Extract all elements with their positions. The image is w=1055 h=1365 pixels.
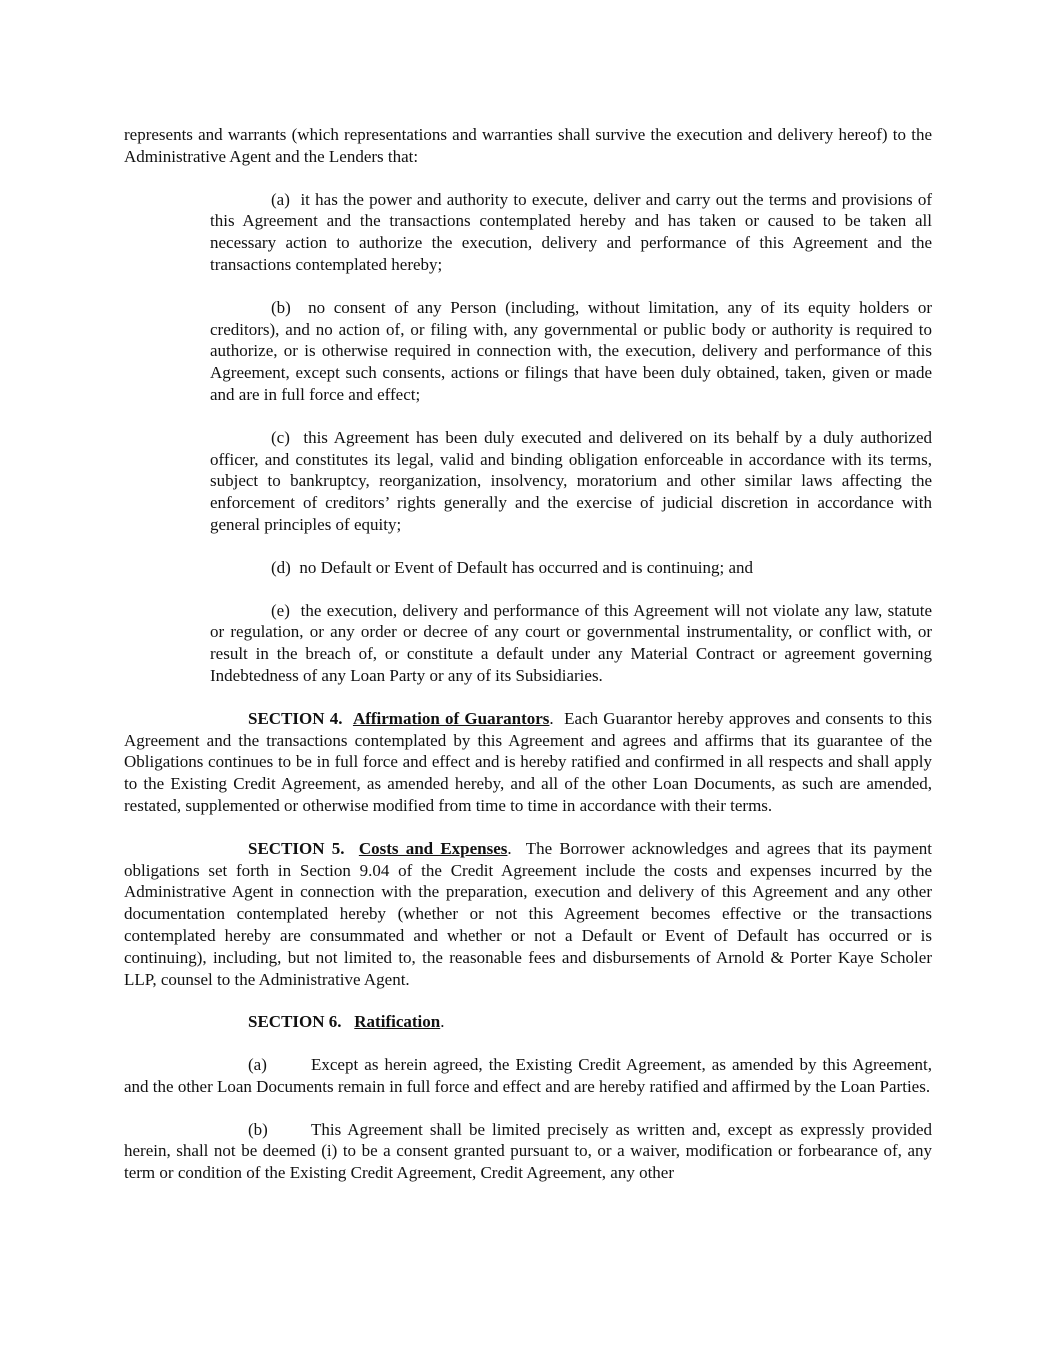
section-6-paragraph-a [124,1054,932,1098]
section-4: SECTION 4. Affirmation of Guarantors. Each Guarantor hereby approves and consents to this Agreement and the transactions contemplated by this Agreement and agrees and affirms that its guarantee of the Obligations continues to be in full force and effect and is hereby ratified and confirmed in all respects and shall apply to the Existing Credit Agreement, as amended hereby, and all of the other Loan Documents, as such are amended, restated, supplemented or otherwise modified from time to time in accordance with their terms. [124,708,933,815]
section-number: SECTION 5. [248,838,345,858]
clause-e [210,600,932,687]
clause-text: no Default or Event of Default has occurred and is continuing; and [299,557,753,577]
clause-label: (c) [271,427,290,447]
section-number: SECTION 4. [248,708,343,728]
clause-a [210,189,932,276]
clause-label: (e) [271,600,290,620]
clause-b [210,297,932,406]
section-6-heading: SECTION 6. Ratification. [248,1012,445,1032]
document-page [124,124,932,1205]
paragraph-text: This Agreement shall be limited precisely as written and, except as expressly provided herein, shall not be deemed (i) to be a consent granted pursuant to, or a waiver, modification or forbearance of, any term or condition of the Existing Credit Agreement, Credit Agreement, any other [124,1119,932,1183]
clause-d [210,557,932,579]
section-title: Ratification [354,1012,441,1032]
section-title: Affirmation of Guarantors [352,708,550,728]
clause-text: it has the power and authority to execute, deliver and carry out the terms and provisions of this Agreement and the transactions contemplated hereby and has taken or caused to be taken all necessary action to authorize the execution, delivery and performance of this Agreement and the transactions contemplated hereby; [210,189,933,274]
section-text: Each Guarantor hereby approves and consents to this Agreement and the transactions contemplated by this Agreement and agrees and affirms that its guarantee of the Obligations continues to be in full force and effect and is hereby ratified and confirmed in all respects and shall apply to the Existing Credit Agreement, as amended hereby, and all of the other Loan Documents, as such are amended, restated, supplemented or otherwise modified from time to time in accordance with their terms. [124,708,933,815]
clause-label: (a) [271,189,290,209]
section-6-paragraph-b [124,1119,932,1184]
paragraph-text: Except as herein agreed, the Existing Credit Agreement, as amended by this Agreement, and the other Loan Documents remain in full force and effect and are hereby ratified and affirmed by the Loan Parties. [124,1055,932,1096]
clause-c [210,427,932,536]
section-text: The Borrower acknowledges and agrees that its payment obligations set forth in Section 9.04 of the Credit Agreement include the costs and expenses incurred by the Administrative Agent in connection with the preparation, execution and delivery of this Agreement and any other documentation contemplated hereby (whether or not this Agreement becomes effective or the transactions contemplated hereby are consummated and whether or not a Default or Event of Default has occurred or is continuing), including, but not limited to, the reasonable fees and disbursements of Arnold & Porter Kaye Scholer LLP, counsel to the Administrative Agent. [124,838,932,989]
clause-text: this Agreement has been duly executed and delivered on its behalf by a duly authorized officer, and constitutes its legal, valid and binding obligation enforceable in accordance with its terms, subject to bankruptcy, reorganization, insolvency, moratorium and other similar laws affecting the enforcement of creditors’ rights generally and the exercise of judicial discretion in accordance with general principles of equity; [210,427,932,534]
section-title: Costs and Expenses [358,838,508,858]
paragraph-label: (b) [248,1119,268,1139]
clause-text: no consent of any Person (including, without limitation, any of its equity holders or creditors), and no action of, or filing with, any governmental or public body or authority is required to authorize, or is otherwise required in connection with, the execution, delivery and performance of this Agreement, except such consents, actions or filings that have been duly obtained, taken, given or made and are in full force and effect; [210,297,932,404]
clause-label: (d) [271,557,291,577]
intro-paragraph: represents and warrants (which representations and warranties shall survive the execution and delivery hereof) to the Administrative Agent and the Lenders that: [124,125,932,166]
clause-text: the execution, delivery and performance of this Agreement will not violate any law, statute or regulation, or any order or decree of any court or governmental instrumentality, or conflict with, or result in the breach of, or constitute a default under any Material Contract or agreement governing Indebtedness of any Loan Party or any of its Subsidiaries. [210,600,932,685]
clause-label: (b) [271,297,291,317]
paragraph-label: (a) [248,1055,267,1075]
section-5: SECTION 5. Costs and Expenses. The Borrower acknowledges and agrees that its payment obligations set forth in Section 9.04 of the Credit Agreement include the costs and expenses incurred by the Administrative Agent in connection with the preparation, execution and delivery of this Agreement and any other documentation contemplated hereby (whether or not this Agreement becomes effective or the transactions contemplated hereby are consummated and whether or not a Default or Event of Default has occurred or is continuing), including, but not limited to, the reasonable fees and disbursements of Arnold & Porter Kaye Scholer LLP, counsel to the Administrative Agent. [124,838,932,989]
section-number: SECTION 6. [248,1012,342,1032]
